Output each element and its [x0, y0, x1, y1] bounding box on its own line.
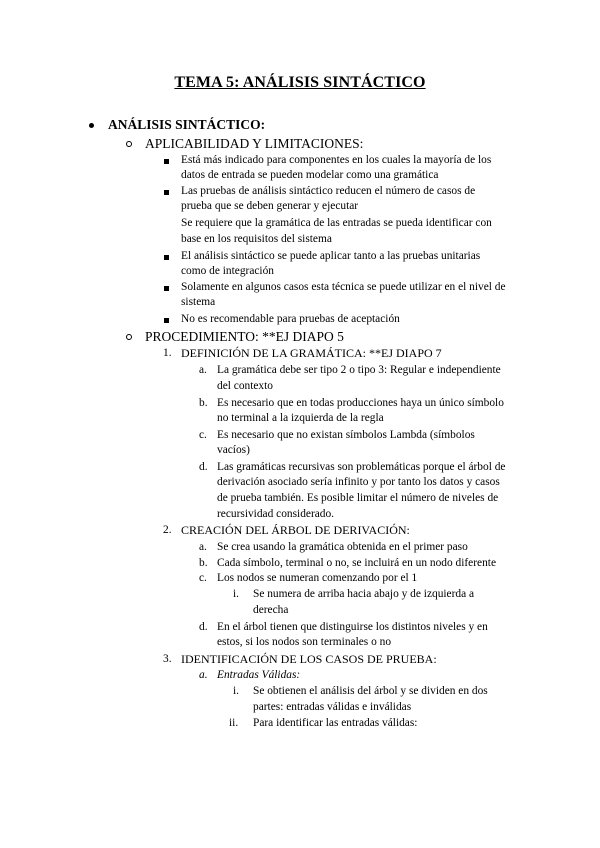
subsection-heading-aplicabilidad: APLICABILIDAD Y LIMITACIONES:: [145, 136, 364, 151]
item-letter: c.: [199, 429, 207, 441]
item-roman: i.: [233, 685, 240, 697]
list-item-line: no terminal a la izquierda de la regla: [217, 412, 384, 424]
item-letter: a.: [199, 541, 207, 553]
circle-bullet: [126, 334, 132, 340]
disc-bullet: [89, 123, 94, 128]
list-item-line: El análisis sintáctico se puede aplicar tanto a las pruebas unitarias: [181, 250, 481, 262]
square-bullet: [164, 286, 169, 291]
list-item-line: Está más indicado para componentes en los cuales la mayoría de los: [181, 154, 492, 166]
step-number: 3.: [163, 653, 172, 665]
section-heading: ANÁLISIS SINTÁCTICO:: [108, 117, 266, 132]
list-item-line: del contexto: [217, 380, 273, 392]
item-letter: a.: [199, 669, 208, 681]
list-item-line: sistema: [181, 296, 216, 308]
item-letter: d.: [199, 621, 208, 633]
step-heading: CREACIÓN DEL ÁRBOL DE DERIVACIÓN:: [181, 523, 410, 537]
list-item-line: Es necesario que no existan símbolos Lambda (símbolos: [217, 429, 475, 441]
list-item-line: base en los requisitos del sistema: [181, 233, 332, 245]
item-roman: i.: [233, 588, 240, 600]
square-bullet: [164, 190, 169, 195]
list-item-line: recursividad considerado.: [217, 508, 335, 520]
step-number: 1.: [163, 347, 172, 359]
list-item-line: partes: entradas válidas e inválidas: [253, 701, 412, 713]
subsection-heading-procedimiento: PROCEDIMIENTO: **EJ DIAPO 5: [145, 329, 344, 344]
list-item-line: Cada símbolo, terminal o no, se incluirá en un nodo diferente: [217, 557, 496, 569]
step-heading: IDENTIFICACIÓN DE LOS CASOS DE PRUEBA:: [181, 652, 437, 666]
item-letter: b.: [199, 397, 208, 409]
square-bullet: [164, 255, 169, 260]
square-bullet: [164, 318, 169, 323]
item-letter: a.: [199, 364, 207, 376]
list-item-line: estos, si los nodos son terminales o no: [217, 636, 392, 648]
list-item-line: Es necesario que en todas producciones haya un único símbolo: [217, 397, 504, 409]
list-item-line: datos de entrada se pueden modelar como una gramática: [181, 169, 439, 181]
list-item-line: Las pruebas de análisis sintáctico reducen el número de casos de: [181, 185, 476, 197]
list-item-line: como de integración: [181, 265, 274, 277]
list-item-line: derecha: [253, 604, 289, 616]
list-item-line: Se crea usando la gramática obtenida en el primer paso: [217, 541, 468, 553]
list-item-line: Se numera de arriba hacia abajo y de izquierda a: [253, 588, 475, 600]
list-item-line: prueba que se deben generar y ejecutar: [181, 200, 359, 212]
list-item-line: Los nodos se numeran comenzando por el 1: [217, 572, 418, 584]
square-bullet: [164, 159, 169, 164]
list-item-line: de prueba también. Es posible limitar el número de niveles de: [217, 492, 499, 504]
list-item-line: Entradas Válidas:: [217, 669, 301, 681]
list-item-line: vacíos): [217, 444, 250, 456]
list-item-line: Se obtienen el análisis del árbol y se dividen en dos: [253, 685, 488, 697]
list-item-line: derivación asociado sería infinito y por tanto los datos y casos: [217, 476, 500, 488]
item-roman: ii.: [229, 717, 239, 729]
circle-bullet: [126, 141, 132, 147]
list-item-line: Para identificar las entradas válidas:: [253, 717, 418, 729]
list-item-line: Se requiere que la gramática de las entradas se pueda identificar con: [181, 217, 492, 229]
list-item-line: No es recomendable para pruebas de aceptación: [181, 313, 400, 325]
item-letter: c.: [199, 572, 207, 584]
item-letter: b.: [199, 557, 208, 569]
step-number: 2.: [163, 524, 172, 536]
list-item-line: La gramática debe ser tipo 2 o tipo 3: Regular e independiente: [217, 364, 501, 376]
list-item-line: Las gramáticas recursivas son problemáticas porque el árbol de: [217, 461, 506, 473]
list-item-line: Solamente en algunos casos esta técnica se puede utilizar en el nivel de: [181, 281, 506, 293]
item-letter: d.: [199, 461, 208, 473]
page-title: TEMA 5: ANÁLISIS SINTÁCTICO: [174, 74, 426, 91]
step-heading: DEFINICIÓN DE LA GRAMÁTICA: **EJ DIAPO 7: [181, 346, 442, 360]
list-item-line: En el árbol tienen que distinguirse los distintos niveles y en: [217, 621, 488, 633]
